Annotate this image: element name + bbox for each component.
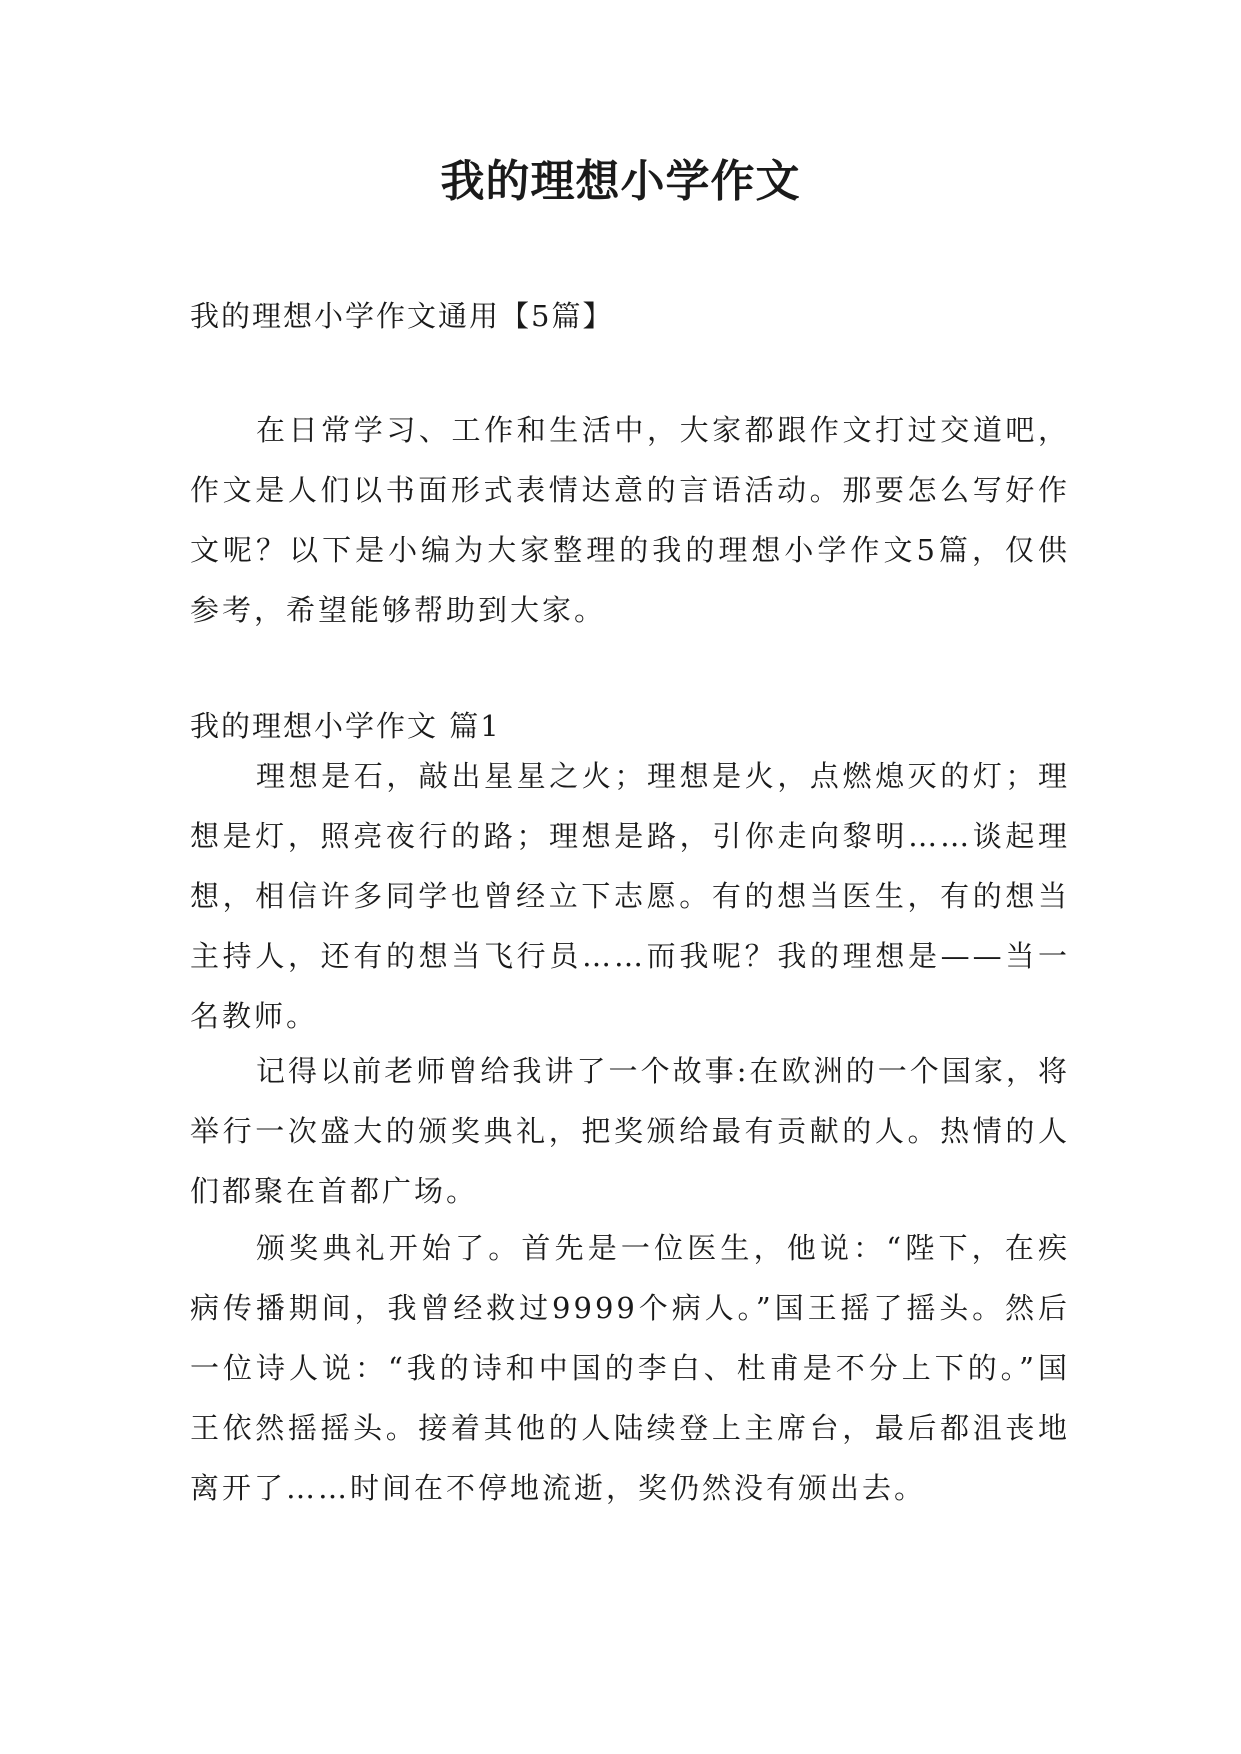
section-heading: 我的理想小学作文 篇1 — [190, 709, 501, 743]
body-paragraph: 理想是石，敲出星星之火；理想是火，点燃熄灭的灯；理想是灯，照亮夜行的路；理想是路，引你走向黎明……谈起理想，相信许多同学也曾经立下志愿。有的想当医生，有的想当主持人，还有的想当飞行员……而我呢？我的理想是——当一名教师。 — [190, 759, 1070, 1033]
body-paragraph: 颁奖典礼开始了。首先是一位医生，他说：“陛下，在疾病传播期间，我曾经救过9999个病人。”国王摇了摇头。然后一位诗人说：“我的诗和中国的李白、杜甫是不分上下的。”国王依然摇摇头。接着其他的人陆续登上主席台，最后都沮丧地离开了……时间在不停地流逝，奖仍然没有颁出去。 — [190, 1231, 1070, 1505]
document-subtitle: 我的理想小学作文通用【5篇】 — [190, 299, 614, 333]
intro-paragraph: 在日常学习、工作和生活中，大家都跟作文打过交道吧，作文是人们以书面形式表情达意的言语活动。那要怎么写好作文呢？以下是小编为大家整理的我的理想小学作文5篇，仅供参考，希望能够帮助到大家。 — [190, 413, 1070, 627]
document-title: 我的理想小学作文 — [440, 156, 801, 207]
body-paragraph: 记得以前老师曾给我讲了一个故事:在欧洲的一个国家，将举行一次盛大的颁奖典礼，把奖颁给最有贡献的人。热情的人们都聚在首都广场。 — [190, 1054, 1070, 1208]
